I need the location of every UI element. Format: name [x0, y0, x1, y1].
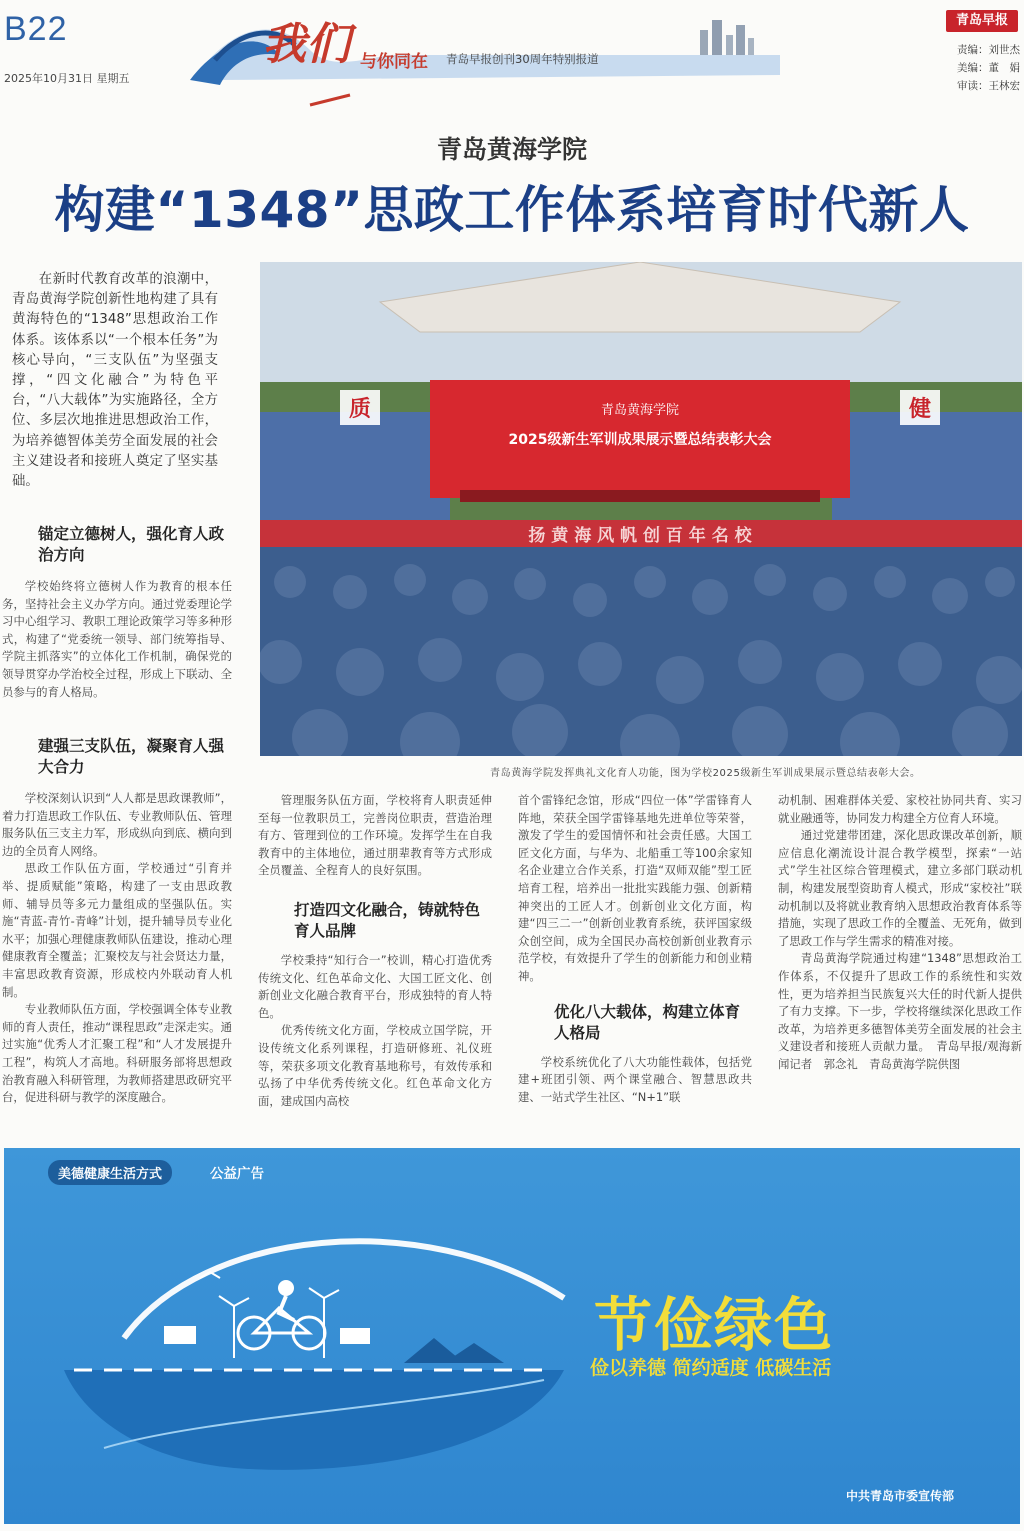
ground-banner: 扬 黄 海 风 帆 创 百 年 名 校: [528, 526, 752, 546]
lead-text: 在新时代教育改革的浪潮中，青岛黄海学院创新性地构建了具有黄海特色的“1348”思想政治工作体系。该体系以“一个根本任务”为核心导向，“三支队伍”为坚强支撑，“四文化融合”为特色平台，“八大载体”为实施路径，全方位、多层次地推进思想政治工作，为培养德智体美劳全面发展的社会主义建设者和接班人奠定了坚实基础。: [12, 272, 218, 490]
section-1: [2, 524, 232, 701]
section-body: [518, 1054, 752, 1107]
section-body: [2, 790, 232, 1107]
article-kicker: 青岛黄海学院: [436, 135, 587, 164]
page-number: B22: [4, 10, 68, 48]
ad-title: 节俭绿色: [594, 1291, 835, 1359]
section-body: [258, 952, 492, 1110]
paragraph: 通过党建带团建，深化思政课改革创新，顺应信息化潮流设计混合教学模型，探索“一站式”学生社区综合管理模式，建立多部门联动机制，构建发展型资助育人模式，形成“家校社”联动机制以及将就业教育纳入思想政治教育体系等措施，实现了思政工作的全覆盖、无死角，做到了思政工作与学生需求的精准对接。: [778, 828, 1022, 948]
solar-panel-icon: [164, 1326, 196, 1344]
section-body: [518, 792, 752, 986]
section-heading: 建强三支队伍，凝聚育人强大合力: [38, 737, 225, 776]
column-3: [518, 792, 752, 1106]
photo-caption: 青岛黄海学院发挥典礼文化育人功能，图为学校2025级新生军训成果展示暨总结表彰大会。: [490, 768, 921, 779]
article-headline: 构建“1348”思政工作体系培育时代新人: [54, 181, 970, 239]
event-photo: [260, 262, 1022, 756]
credit-proofreader: 审读：王林宏: [957, 80, 1020, 92]
paragraph: 专业教师队伍方面，学校强调全体专业教师的育人责任，推动“课程思政”走深走实。通过实施“优秀人才汇聚工程”和“人才发展提升工程”，构筑人才高地。科研服务部将思想政治教育融入科研管理，为教师搭建思政研究平台，促进科研与教学的深度融合。: [2, 1002, 232, 1105]
paragraph: 动机制、困难群体关爱、家校社协同共育、实习就业融通等，协同发力构建全方位育人环境。: [778, 793, 1022, 825]
issue-date: 2025年10月31日 星期五: [4, 72, 130, 85]
credit-designer: 美编：董 娟: [957, 62, 1020, 74]
credit-editor: 责编：刘世杰: [957, 44, 1020, 56]
column-2: [258, 792, 492, 1110]
banner-special-label: 青岛早报创刊30周年特别报道: [446, 52, 599, 66]
paragraph: 学校深刻认识到“人人都是思政课教师”，着力打造思政工作队伍、专业教师队伍、管理服务队伍三支主力军，形成纵向到底、横向到边的全员育人网络。: [2, 791, 232, 858]
section-body: [2, 578, 232, 701]
ad-illustration: [4, 1148, 1020, 1524]
ad-subtitle: 俭以养德 简约适度 低碳生活: [590, 1357, 832, 1379]
side-character-left: 质: [348, 396, 372, 422]
paragraph: 思政工作队伍方面，学校通过“引育并举、提质赋能”策略，构建了一支由思政教师、辅导员等多元力量组成的坚强队伍。实施“青蓝-青竹-青峰”计划，提升辅导员专业化水平；加强心理健康教师队伍建设，推动心理健康教育全覆盖；汇聚校友与社会贤达力量，丰富思政教育资源，形成校内外联动育人机制。: [2, 861, 232, 999]
column-4: [778, 792, 1022, 1074]
stage-school-name: 青岛黄海学院: [600, 403, 680, 418]
paragraph: 学校秉持“知行合一”校训，精心打造优秀传统文化、红色革命文化、大国工匠文化、创新创业文化融合教育平台，形成独特的育人特色。: [258, 952, 492, 1020]
ad-category-tag: 美德健康生活方式: [48, 1160, 172, 1185]
section-body: [778, 792, 1022, 1074]
paragraph: 首个雷锋纪念馆，形成“四位一体”学雷锋育人阵地，荣获全国学雷锋基地先进单位等荣誉，激发了学生的爱国情怀和社会责任感。大国工匠文化方面，与华为、北船重工等100余家知名企业建立合作关系，打造“双师双能”型工匠培育工程，培养出一批批实践能力强、创新精神突出的工匠人才。创新创业文化方面，构建“四三二一”创新创业教育系统，获评国家级众创空间，成为全国民办高校创新创业教育示范学校，有效提升了学生的创新能力和创业精神。: [518, 793, 752, 983]
section-heading: 优化八大载体，构建立体育人格局: [554, 1002, 741, 1042]
section-2: [2, 736, 232, 1107]
ad-source: 中共青岛市委宣传部: [846, 1489, 955, 1503]
banner-title: 我们: [262, 19, 350, 70]
public-service-ad: [4, 1148, 1020, 1524]
ad-type-label: 公益广告: [210, 1166, 264, 1182]
side-character-right: 健: [908, 396, 932, 422]
newspaper-logo: 青岛早报: [946, 10, 1018, 32]
paragraph: 优秀传统文化方面，学校成立国学院，开设传统文化系列课程，打造研修班、礼仪班等，荣获多项文化教育基地称号，有效传承和弘扬了中华优秀传统文化。红色革命文化方面，建成国内高校: [258, 1023, 492, 1108]
paragraph: 管理服务队伍方面，学校将育人职责延伸至每一位教职员工，完善岗位职责，营造治理有方、管理到位的工作环境。发挥学生在自我教育中的主体地位，通过朋辈教育等方式形成全员覆盖、全程育人的良好氛围。: [258, 793, 492, 878]
paragraph: 学校始终将立德树人作为教育的根本任务，坚持社会主义办学方向。通过党委理论学习中心组学习、教职工理论政策学习等多种形式，构建了“党委统一领导、部门统筹指导、学院主抓落实”的立体化工作机制，确保党的领导贯穿办学治校全过程，形成上下联动、全员参与的育人格局。: [2, 579, 232, 699]
paragraph: 青岛黄海学院通过构建“1348”思想政治工作体系，不仅提升了思政工作的系统性和实效性，更为培养担当民族复兴大任的时代新人提供了有力支撑。下一步，学校将继续深化思政工作改革，为培养更多德智体美劳全面发展的社会主义建设者和接班人贡献力量。 青岛早报/观海新闻记者 郭念礼 青岛黄海学院供图: [778, 951, 1022, 1071]
article-lead: [12, 270, 218, 492]
stage-title: 2025级新生军训成果展示暨总结表彰大会: [508, 432, 772, 448]
section-heading: 打造四文化融合，铸就特色育人品牌: [294, 900, 481, 940]
section-heading: 锚定立德树人，强化育人政治方向: [38, 525, 225, 564]
paragraph: 学校系统优化了八大功能性载体，包括党建+班团引领、两个课堂融合、智慧思政共建、一站式学生社区、“N+1”联: [518, 1054, 752, 1104]
section-body: [258, 792, 492, 880]
banner-slogan: 与你同在: [360, 52, 428, 72]
